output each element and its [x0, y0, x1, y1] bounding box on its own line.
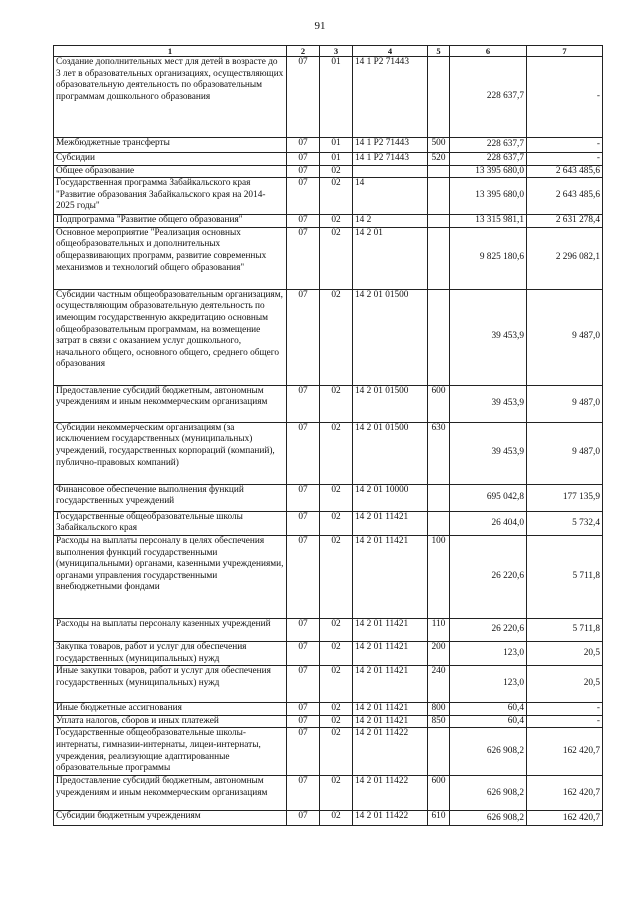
target-article-cell: 14 2 01 11421	[353, 618, 428, 641]
row-name-cell: Иные закупки товаров, работ и услуг для обеспечения государственных (муниципальных) нужд	[54, 666, 287, 703]
row-name-cell: Финансовое обеспечение выполнения функций государственных учреждений	[54, 484, 287, 511]
amount-year2-cell: 2 296 082,1	[527, 227, 603, 289]
amount-year1-cell: 626 908,2	[450, 776, 527, 811]
row-name-cell: Субсидии	[54, 153, 287, 166]
target-article-cell: 14 1 P2 71443	[353, 153, 428, 166]
row-name-cell: Иные бюджетные ассигнования	[54, 703, 287, 716]
page-number: 91	[314, 20, 326, 32]
expense-type-cell: 520	[428, 153, 450, 166]
amount-year1-cell: 39 453,9	[450, 422, 527, 484]
target-article-cell: 14 2 01 11422	[353, 728, 428, 776]
amount-year1-cell: 39 453,9	[450, 385, 527, 422]
amount-year1-cell: 695 042,8	[450, 484, 527, 511]
amount-year2-cell: 162 420,7	[527, 728, 603, 776]
subsection-cell: 02	[320, 618, 353, 641]
subsection-cell: 02	[320, 511, 353, 535]
target-article-cell: 14 2 01 11421	[353, 666, 428, 703]
amount-year2-cell: 20,5	[527, 641, 603, 665]
row-name-cell: Уплата налогов, сборов и иных платежей	[54, 715, 287, 728]
table-row	[54, 776, 603, 811]
expense-type-cell: 500	[428, 138, 450, 153]
section-cell: 07	[287, 165, 320, 178]
expense-type-cell	[428, 165, 450, 178]
subsection-cell: 02	[320, 227, 353, 289]
target-article-cell: 14 2 01 11421	[353, 641, 428, 665]
target-article-cell: 14 2 01 11421	[353, 703, 428, 716]
target-article-cell: 14 2 01 11421	[353, 715, 428, 728]
subsection-cell: 02	[320, 641, 353, 665]
subsection-cell: 02	[320, 385, 353, 422]
amount-year2-cell: 5 732,4	[527, 511, 603, 535]
target-article-cell: 14 2	[353, 215, 428, 228]
section-cell: 07	[287, 535, 320, 618]
amount-year1-cell: 13 395 680,0	[450, 178, 527, 215]
row-name-cell: Субсидии некоммерческим организациям (за исключением государственных (муниципальных) учреждений, государственных корпораций (компаний), публично-правовых компаний)	[54, 422, 287, 484]
header-cell: 6	[450, 46, 527, 57]
amount-year1-cell: 626 908,2	[450, 811, 527, 826]
amount-year1-cell: 39 453,9	[450, 289, 527, 385]
subsection-cell: 02	[320, 728, 353, 776]
amount-year2-cell: 9 487,0	[527, 289, 603, 385]
amount-year2-cell: -	[527, 153, 603, 166]
amount-year2-cell: 2 643 485,6	[527, 165, 603, 178]
amount-year2-cell: 20,5	[527, 666, 603, 703]
table-row	[54, 484, 603, 511]
subsection-cell: 02	[320, 178, 353, 215]
section-cell: 07	[287, 178, 320, 215]
subsection-cell: 02	[320, 215, 353, 228]
table-row	[54, 618, 603, 641]
row-name-cell: Предоставление субсидий бюджетным, автономным учреждениям и иным некоммерческим организациям	[54, 776, 287, 811]
expense-type-cell: 600	[428, 385, 450, 422]
amount-year1-cell: 626 908,2	[450, 728, 527, 776]
amount-year1-cell: 26 404,0	[450, 511, 527, 535]
table-row	[54, 728, 603, 776]
amount-year1-cell: 228 637,7	[450, 138, 527, 153]
row-name-cell: Субсидии бюджетным учреждениям	[54, 811, 287, 826]
target-article-cell: 14 2 01	[353, 227, 428, 289]
table-row	[54, 715, 603, 728]
section-cell: 07	[287, 666, 320, 703]
subsection-cell: 02	[320, 811, 353, 826]
budget-table	[53, 45, 603, 826]
expense-type-cell: 630	[428, 422, 450, 484]
row-name-cell: Предоставление субсидий бюджетным, автономным учреждениям и иным некоммерческим организациям	[54, 385, 287, 422]
section-cell: 07	[287, 138, 320, 153]
target-article-cell	[353, 165, 428, 178]
amount-year1-cell: 60,4	[450, 703, 527, 716]
amount-year2-cell: 9 487,0	[527, 422, 603, 484]
subsection-cell: 02	[320, 289, 353, 385]
target-article-cell: 14 2 01 10000	[353, 484, 428, 511]
expense-type-cell: 200	[428, 641, 450, 665]
section-cell: 07	[287, 776, 320, 811]
expense-type-cell: 240	[428, 666, 450, 703]
expense-type-cell	[428, 289, 450, 385]
row-name-cell: Государственная программа Забайкальского края "Развитие образования Забайкальского края на 2014-2025 годы"	[54, 178, 287, 215]
target-article-cell: 14 2 01 11422	[353, 811, 428, 826]
row-name-cell: Государственные общеобразовательные школы Забайкальского края	[54, 511, 287, 535]
target-article-cell: 14 2 01 01500	[353, 385, 428, 422]
amount-year1-cell: 123,0	[450, 641, 527, 665]
target-article-cell: 14 2 01 11421	[353, 535, 428, 618]
amount-year2-cell: -	[527, 138, 603, 153]
section-cell: 07	[287, 57, 320, 138]
target-article-cell: 14 1 P2 71443	[353, 138, 428, 153]
table-row	[54, 227, 603, 289]
amount-year2-cell: 162 420,7	[527, 811, 603, 826]
section-cell: 07	[287, 703, 320, 716]
row-name-cell: Межбюджетные трансферты	[54, 138, 287, 153]
subsection-cell: 02	[320, 666, 353, 703]
expense-type-cell: 600	[428, 776, 450, 811]
section-cell: 07	[287, 289, 320, 385]
amount-year2-cell: -	[527, 703, 603, 716]
expense-type-cell: 610	[428, 811, 450, 826]
amount-year2-cell: 9 487,0	[527, 385, 603, 422]
amount-year2-cell: 5 711,8	[527, 535, 603, 618]
expense-type-cell: 110	[428, 618, 450, 641]
subsection-cell: 01	[320, 138, 353, 153]
table-row	[54, 666, 603, 703]
amount-year1-cell: 228 637,7	[450, 153, 527, 166]
amount-year2-cell: -	[527, 715, 603, 728]
table-row	[54, 138, 603, 153]
expense-type-cell: 100	[428, 535, 450, 618]
section-cell: 07	[287, 618, 320, 641]
table-row	[54, 178, 603, 215]
subsection-cell: 02	[320, 165, 353, 178]
table-row	[54, 535, 603, 618]
expense-type-cell	[428, 227, 450, 289]
subsection-cell: 02	[320, 776, 353, 811]
amount-year1-cell: 60,4	[450, 715, 527, 728]
header-cell: 7	[527, 46, 603, 57]
amount-year2-cell: 177 135,9	[527, 484, 603, 511]
table-row	[54, 703, 603, 716]
target-article-cell: 14 2 01 11421	[353, 511, 428, 535]
subsection-cell: 02	[320, 703, 353, 716]
header-cell: 3	[320, 46, 353, 57]
target-article-cell: 14	[353, 178, 428, 215]
row-name-cell: Подпрограмма "Развитие общего образования"	[54, 215, 287, 228]
section-cell: 07	[287, 215, 320, 228]
row-name-cell: Основное мероприятие "Реализация основных общеобразовательных и дополнительных общеразвивающих программ, развитие современных механизмов и технологий общего образования"	[54, 227, 287, 289]
expense-type-cell: 850	[428, 715, 450, 728]
header-cell: 4	[353, 46, 428, 57]
row-name-cell: Субсидии частным общеобразовательным организациям, осуществляющим образовательную деятельность по имеющим государственную аккредитацию основным общеобразовательным программам, на возмещение затрат в связи с оказанием услуг дошкольного, начального общего, основного общего, среднего общего образования	[54, 289, 287, 385]
target-article-cell: 14 2 01 01500	[353, 289, 428, 385]
table-row	[54, 57, 603, 138]
section-cell: 07	[287, 728, 320, 776]
amount-year1-cell: 13 315 981,1	[450, 215, 527, 228]
table-row	[54, 422, 603, 484]
section-cell: 07	[287, 511, 320, 535]
target-article-cell: 14 2 01 01500	[353, 422, 428, 484]
target-article-cell: 14 2 01 11422	[353, 776, 428, 811]
amount-year1-cell: 26 220,6	[450, 618, 527, 641]
table-row	[54, 289, 603, 385]
table-row	[54, 811, 603, 826]
row-name-cell: Создание дополнительных мест для детей в возрасте до 3 лет в образовательных организациях, осуществляющих образовательную деятельность по образовательным программам дошкольного образования	[54, 57, 287, 138]
expense-type-cell	[428, 511, 450, 535]
header-cell: 2	[287, 46, 320, 57]
subsection-cell: 01	[320, 153, 353, 166]
subsection-cell: 02	[320, 422, 353, 484]
section-cell: 07	[287, 422, 320, 484]
header-cell: 5	[428, 46, 450, 57]
amount-year2-cell: 162 420,7	[527, 776, 603, 811]
amount-year2-cell: 2 631 278,4	[527, 215, 603, 228]
amount-year1-cell: 26 220,6	[450, 535, 527, 618]
section-cell: 07	[287, 715, 320, 728]
row-name-cell: Общее образование	[54, 165, 287, 178]
subsection-cell: 02	[320, 715, 353, 728]
expense-type-cell	[428, 728, 450, 776]
amount-year2-cell: 5 711,8	[527, 618, 603, 641]
table-row	[54, 385, 603, 422]
section-cell: 07	[287, 811, 320, 826]
amount-year1-cell: 9 825 180,6	[450, 227, 527, 289]
subsection-cell: 02	[320, 484, 353, 511]
expense-type-cell	[428, 178, 450, 215]
table-row	[54, 215, 603, 228]
expense-type-cell	[428, 484, 450, 511]
amount-year2-cell: 2 643 485,6	[527, 178, 603, 215]
table-row	[54, 165, 603, 178]
expense-type-cell	[428, 215, 450, 228]
target-article-cell: 14 1 P2 71443	[353, 57, 428, 138]
expense-type-cell: 800	[428, 703, 450, 716]
section-cell: 07	[287, 227, 320, 289]
section-cell: 07	[287, 484, 320, 511]
section-cell: 07	[287, 385, 320, 422]
amount-year1-cell: 123,0	[450, 666, 527, 703]
row-name-cell: Государственные общеобразовательные школы-интернаты, гимназии-интернаты, лицеи-интернаты, учреждения, реализующие адаптированные образовательные программы	[54, 728, 287, 776]
expense-type-cell	[428, 57, 450, 138]
amount-year1-cell: 228 637,7	[450, 57, 527, 138]
section-cell: 07	[287, 153, 320, 166]
row-name-cell: Закупка товаров, работ и услуг для обеспечения государственных (муниципальных) нужд	[54, 641, 287, 665]
amount-year2-cell: -	[527, 57, 603, 138]
section-cell: 07	[287, 641, 320, 665]
table-row	[54, 641, 603, 665]
row-name-cell: Расходы на выплаты персоналу казенных учреждений	[54, 618, 287, 641]
row-name-cell: Расходы на выплаты персоналу в целях обеспечения выполнения функций государственными (муниципальными) органами, казенными учреждениями, органами управления государственными внебюджетными фондами	[54, 535, 287, 618]
subsection-cell: 01	[320, 57, 353, 138]
header-row	[54, 46, 603, 57]
table-row	[54, 153, 603, 166]
amount-year1-cell: 13 395 680,0	[450, 165, 527, 178]
header-cell: 1	[54, 46, 287, 57]
table-row	[54, 511, 603, 535]
subsection-cell: 02	[320, 535, 353, 618]
